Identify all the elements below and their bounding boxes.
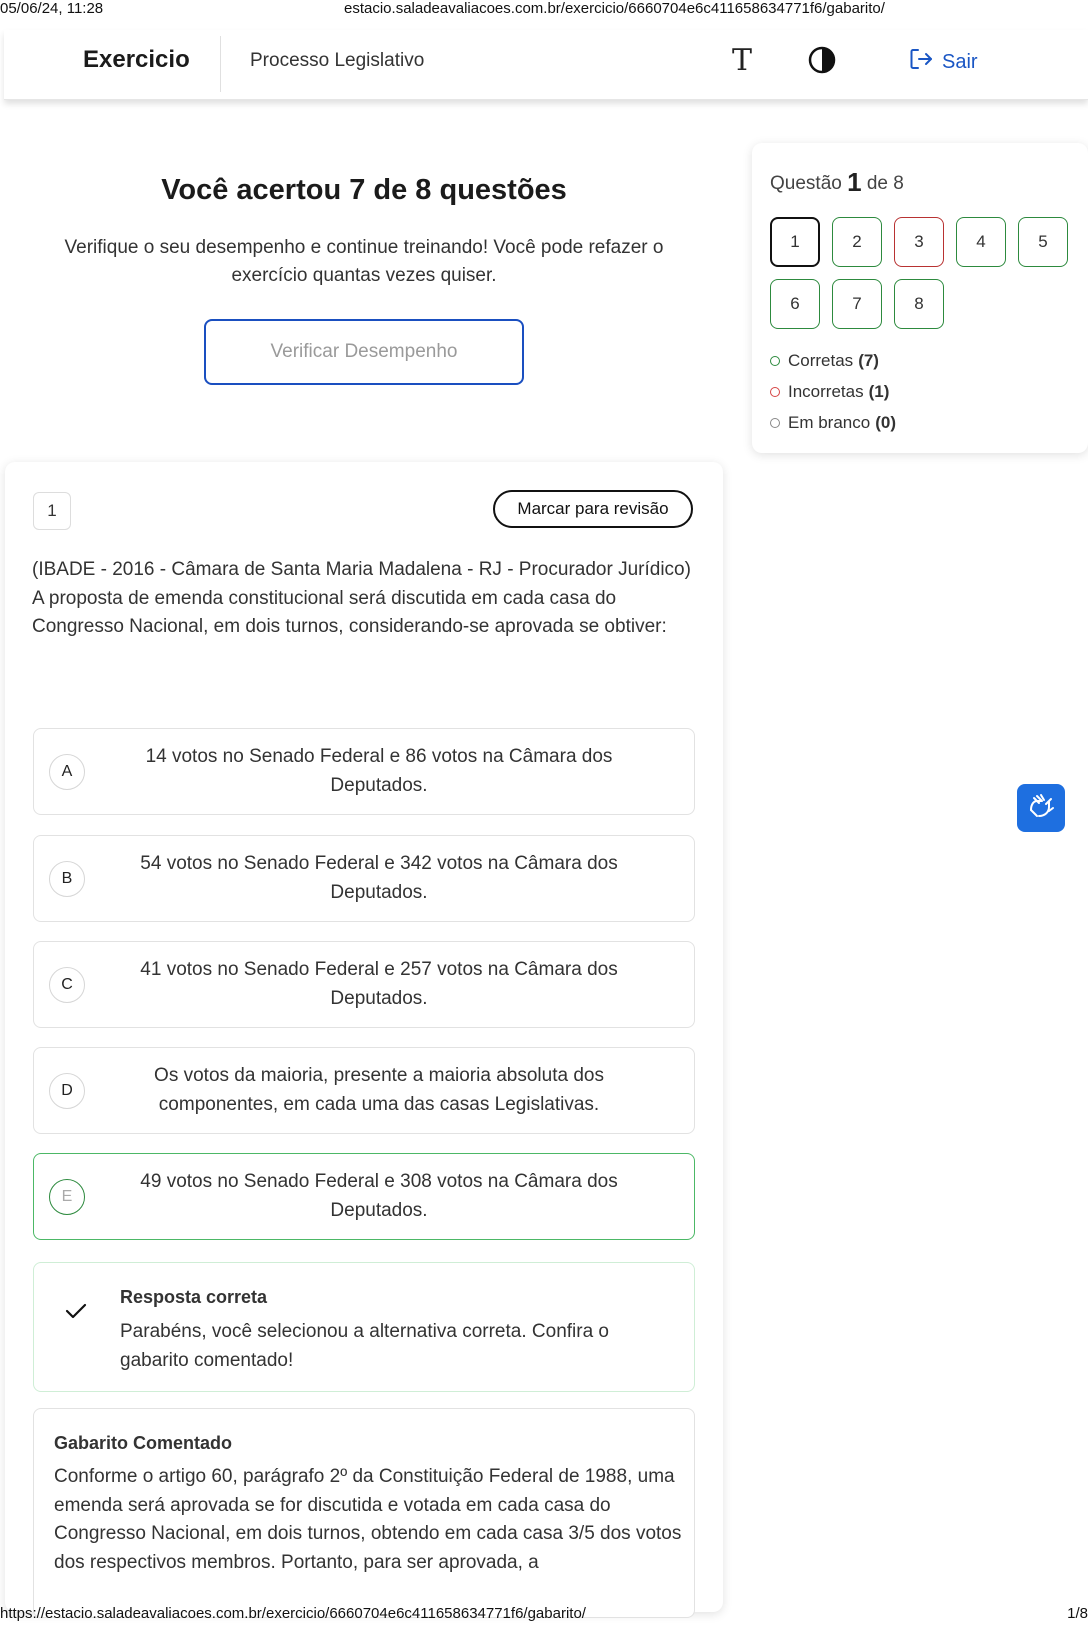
app-header (4, 30, 1088, 100)
current-question-number: 1 (847, 167, 862, 197)
verify-performance-button[interactable]: Verificar Desempenho (204, 319, 524, 385)
sign-language-button[interactable] (1017, 784, 1065, 832)
answer-feedback (33, 1262, 695, 1392)
result-subtitle: Verifique o seu desempenho e continue treinando! Você pode refazer o exercício quantas vezes quiser. (64, 237, 664, 286)
print-header (0, 0, 1088, 20)
legend-blank: Em branco (0) (770, 407, 896, 438)
question-button-2[interactable]: 2 (832, 217, 882, 267)
print-footer-url: https://estacio.saladeavaliacoes.com.br/exercicio/6660704e6c411658634771f6/gabarito/ (0, 1605, 586, 1622)
question-button-8[interactable]: 8 (894, 279, 944, 329)
question-counter: Questão 1 de 8 (770, 167, 904, 197)
subject-title: Processo Legislativo (250, 50, 425, 71)
sign-language-icon (1025, 790, 1057, 827)
logout-label: Sair (942, 50, 978, 73)
mark-for-review-button[interactable]: Marcar para revisão (493, 490, 693, 528)
option-text: 14 votos no Senado Federal e 86 votos na Câmara dos Deputados. (145, 746, 613, 796)
option-text: Os votos da maioria, presente a maioria absoluta dos componentes, em cada uma das casas Legislativas. (154, 1065, 604, 1115)
print-url: estacio.saladeavaliacoes.com.br/exercicio/6660704e6c411658634771f6/gabarito/ (344, 0, 885, 17)
comment-title: Gabarito Comentado (54, 1433, 233, 1453)
option-c[interactable] (33, 941, 695, 1028)
question-number-badge: 1 (33, 492, 71, 530)
feedback-title: Resposta correta (120, 1287, 268, 1307)
option-letter: B (49, 861, 85, 897)
question-button-5[interactable]: 5 (1018, 217, 1068, 267)
brand-title: Exercicio (83, 46, 190, 73)
check-icon (62, 1297, 90, 1325)
font-size-icon[interactable]: T (731, 42, 752, 78)
comment-text: Conforme o artigo 60, parágrafo 2º da Constituição Federal de 1988, uma emenda será aprovada se for discutida e votada em cada casa do Congresso Nacional, em dois turnos, obtendo em cada casa 3/5 dos votos dos respectivos membros. Portanto, para ser aprovada, a (54, 1466, 682, 1573)
question-source: (IBADE - 2016 - Câmara de Santa Maria Madalena - RJ - Procurador Jurídico) (32, 559, 691, 580)
feedback-text: Parabéns, você selecionou a alternativa correta. Confira o gabarito comentado! (120, 1321, 609, 1371)
status-legend (770, 345, 896, 438)
option-d[interactable] (33, 1047, 695, 1134)
header-divider (220, 36, 221, 92)
question-button-6[interactable]: 6 (770, 279, 820, 329)
option-letter: A (49, 754, 85, 790)
legend-dot-icon (770, 356, 780, 366)
question-navigator (752, 143, 1088, 453)
commented-answer (33, 1408, 695, 1618)
option-text: 54 votos no Senado Federal e 342 votos na Câmara dos Deputados. (140, 853, 618, 903)
print-footer (0, 1603, 1088, 1625)
question-button-4[interactable]: 4 (956, 217, 1006, 267)
print-page-number: 1/8 (1067, 1605, 1088, 1622)
question-card (5, 462, 723, 1612)
legend-correct: Corretas (7) (770, 345, 896, 376)
option-letter: C (49, 967, 85, 1003)
option-letter: D (49, 1073, 85, 1109)
print-date: 05/06/24, 11:28 (0, 0, 104, 17)
legend-dot-icon (770, 418, 780, 428)
option-a[interactable] (33, 728, 695, 815)
logout-icon (908, 46, 934, 78)
logout-button[interactable] (908, 46, 978, 78)
option-b[interactable] (33, 835, 695, 922)
option-e[interactable] (33, 1153, 695, 1240)
contrast-icon[interactable] (807, 45, 837, 75)
result-title: Você acertou 7 de 8 questões (161, 174, 567, 206)
legend-incorrect: Incorretas (1) (770, 376, 896, 407)
legend-dot-icon (770, 387, 780, 397)
question-button-1[interactable]: 1 (770, 217, 820, 267)
option-letter: E (49, 1179, 85, 1215)
question-text: A proposta de emenda constitucional será discutida em cada casa do Congresso Nacional, em dois turnos, considerando-se aprovada se obtiver: (32, 587, 667, 637)
question-button-3[interactable]: 3 (894, 217, 944, 267)
option-text: 41 votos no Senado Federal e 257 votos na Câmara dos Deputados. (140, 959, 618, 1009)
question-statement (32, 556, 692, 642)
question-button-7[interactable]: 7 (832, 279, 882, 329)
option-text: 49 votos no Senado Federal e 308 votos na Câmara dos Deputados. (140, 1171, 618, 1221)
